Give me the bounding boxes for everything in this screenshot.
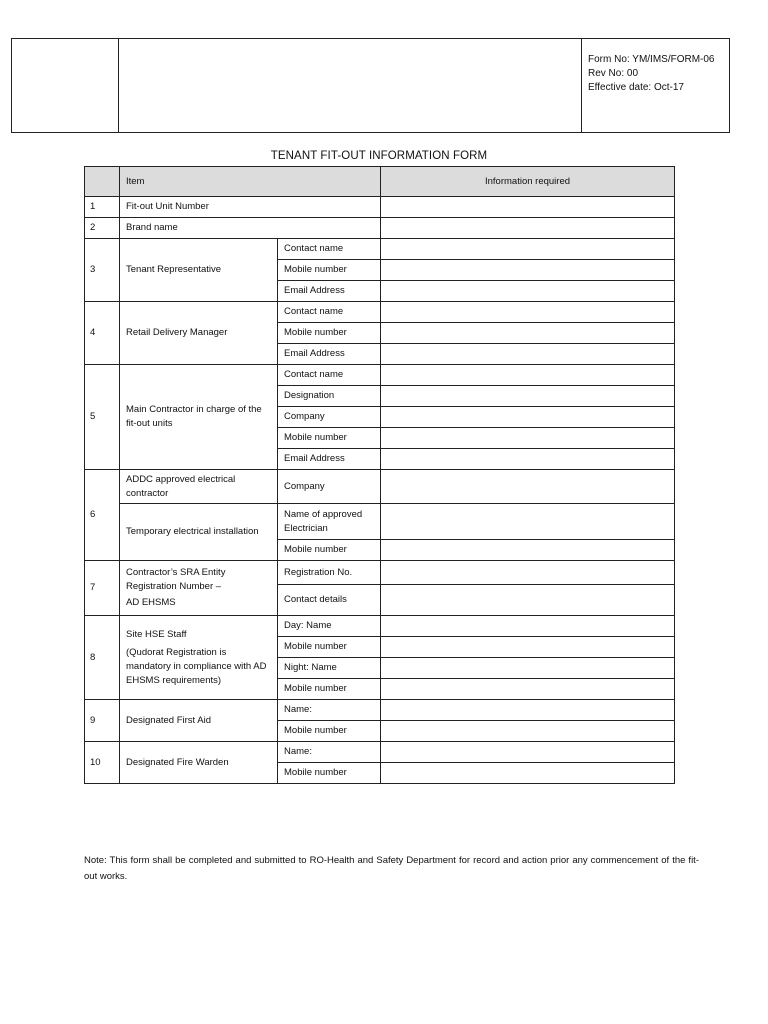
info-field[interactable]: [381, 344, 675, 365]
row-number: 2: [85, 218, 120, 239]
table-row: [85, 742, 675, 763]
table-row: [85, 561, 675, 585]
sub-item-label: Company: [278, 407, 381, 428]
info-field[interactable]: [381, 616, 675, 637]
info-field[interactable]: [381, 470, 675, 504]
row-number: 7: [85, 561, 120, 616]
sub-item-label: Name:: [278, 742, 381, 763]
row-item: Brand name: [120, 218, 381, 239]
sub-item-label: Mobile number: [278, 540, 381, 561]
table-row: [85, 239, 675, 260]
sub-item-label: Contact name: [278, 302, 381, 323]
row-item: Temporary electrical installation: [120, 504, 278, 561]
sub-item-label: Contact name: [278, 365, 381, 386]
table-row: [85, 197, 675, 218]
table-row: [85, 616, 675, 637]
info-field[interactable]: [381, 763, 675, 784]
row-item-line: AD EHSMS: [126, 597, 176, 608]
row-number: 8: [85, 616, 120, 700]
row-item: Fit-out Unit Number: [120, 197, 381, 218]
row-number: 4: [85, 302, 120, 365]
row-item-line: (Qudorat Registration is mandatory in compliance with AD EHSMS requirements): [126, 646, 267, 686]
sub-item-label: Contact details: [278, 585, 381, 616]
info-field[interactable]: [381, 407, 675, 428]
sub-item-label: Designation: [278, 386, 381, 407]
sub-item-label: Name:: [278, 700, 381, 721]
form-title: TENANT FIT-OUT INFORMATION FORM: [270, 150, 488, 162]
info-field[interactable]: [381, 281, 675, 302]
info-field[interactable]: [381, 260, 675, 281]
sub-item-label: Company: [278, 470, 381, 504]
sub-item-label: Mobile number: [278, 721, 381, 742]
info-field[interactable]: [381, 365, 675, 386]
row-item: Designated First Aid: [120, 700, 278, 742]
table-row: [85, 504, 675, 540]
revision-number: Rev No: 00: [588, 68, 639, 79]
row-number: 1: [85, 197, 120, 218]
info-field[interactable]: [381, 700, 675, 721]
info-field[interactable]: [381, 721, 675, 742]
row-item: Tenant Representative: [120, 239, 278, 302]
table-row: [85, 218, 675, 239]
row-item-line: Contractor’s SRA Entity Registration Number –: [126, 567, 226, 592]
row-item: Retail Delivery Manager: [120, 302, 278, 365]
info-field[interactable]: [381, 679, 675, 700]
info-field[interactable]: [381, 637, 675, 658]
row-item: Main Contractor in charge of the fit-out units: [120, 365, 278, 470]
row-item: [120, 616, 278, 700]
info-field[interactable]: [381, 658, 675, 679]
sub-item-label: Name of approved Electrician: [278, 504, 381, 540]
table-row: [85, 700, 675, 721]
sub-item-label: Registration No.: [278, 561, 381, 585]
row-number: 10: [85, 742, 120, 784]
table-row: [85, 302, 675, 323]
sub-item-label: Mobile number: [278, 260, 381, 281]
row-number: 6: [85, 470, 120, 561]
form-number: Form No: YM/IMS/FORM-06: [588, 54, 715, 65]
info-field[interactable]: [381, 585, 675, 616]
effective-date: Effective date: Oct-17: [588, 82, 684, 93]
table-row: [85, 470, 675, 504]
info-field[interactable]: [381, 197, 675, 218]
header-num-cell: [85, 167, 120, 197]
sub-item-label: Day: Name: [278, 616, 381, 637]
info-field[interactable]: [381, 504, 675, 540]
form-meta: [582, 39, 729, 132]
sub-item-label: Contact name: [278, 239, 381, 260]
footer-note: Note: This form shall be completed and submitted to RO-Health and Safety Department for record and action prior any commencement of the fit-out works.: [84, 855, 699, 882]
table-header-row: [85, 167, 675, 197]
sub-item-label: Email Address: [278, 344, 381, 365]
sub-item-label: Mobile number: [278, 637, 381, 658]
row-item: ADDC approved electrical contractor: [120, 470, 278, 504]
row-item-line: Site HSE Staff: [126, 628, 187, 640]
info-field[interactable]: [381, 449, 675, 470]
sub-item-label: Night: Name: [278, 658, 381, 679]
header-item: Item: [120, 167, 381, 197]
header-title-cell: [119, 39, 582, 132]
info-field[interactable]: [381, 218, 675, 239]
sub-item-label: Email Address: [278, 449, 381, 470]
info-field[interactable]: [381, 239, 675, 260]
table-row: [85, 365, 675, 386]
sub-item-label: Mobile number: [278, 323, 381, 344]
sub-item-label: Mobile number: [278, 763, 381, 784]
info-field[interactable]: [381, 561, 675, 585]
row-number: 5: [85, 365, 120, 470]
info-field[interactable]: [381, 386, 675, 407]
information-table: [84, 166, 675, 784]
row-item: [120, 561, 278, 616]
info-field[interactable]: [381, 302, 675, 323]
document-header: [11, 38, 730, 133]
row-number: 3: [85, 239, 120, 302]
info-field[interactable]: [381, 428, 675, 449]
info-field[interactable]: [381, 540, 675, 561]
sub-item-label: Email Address: [278, 281, 381, 302]
info-field[interactable]: [381, 323, 675, 344]
header-information-required: Information required: [381, 167, 675, 197]
sub-item-label: Mobile number: [278, 428, 381, 449]
row-item: Designated Fire Warden: [120, 742, 278, 784]
logo-cell: [12, 39, 119, 132]
info-field[interactable]: [381, 742, 675, 763]
sub-item-label: Mobile number: [278, 679, 381, 700]
row-number: 9: [85, 700, 120, 742]
